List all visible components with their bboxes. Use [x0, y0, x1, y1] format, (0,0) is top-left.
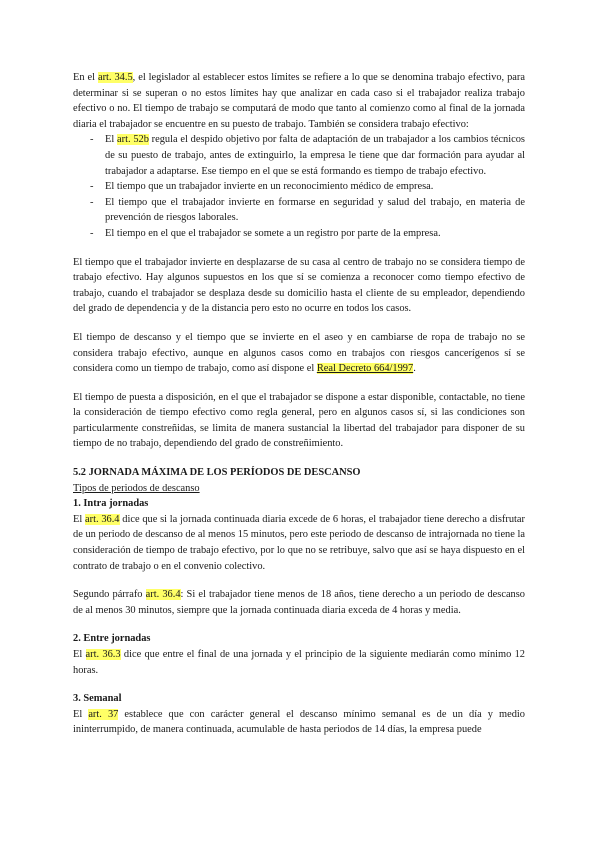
entre-jornadas-heading: 2. Entre jornadas	[73, 633, 151, 645]
paragraph-entre-jornadas	[73, 647, 525, 678]
list-item	[93, 132, 525, 179]
article-reference[interactable]: art. 36.3	[85, 649, 121, 660]
text-run: regula el despido objetivo por falta de adaptación de un trabajador a los cambios técnicos de su puesto de trabajo, antes de extinguirlo, la empresa le tiene que dar formación para ayudar al trabajador a adaptarse. Ese tiempo en el que se está formando es tiempo de trabajo efectivo.	[105, 134, 525, 177]
semanal-heading: 3. Semanal	[73, 693, 122, 705]
text-run: El	[73, 708, 89, 720]
text-run: El	[105, 134, 117, 146]
list-item: - El tiempo en el que el trabajador se somete a un registro por parte de la empresa.	[93, 226, 525, 242]
text-run: El	[73, 649, 86, 660]
paragraph-intra-jornadas	[73, 512, 525, 574]
text-run: .	[413, 363, 416, 375]
paragraph-trabajo-efectivo	[73, 70, 525, 132]
intra-jornadas-heading: 1. Intra jornadas	[73, 498, 149, 510]
section-subheading: Tipos de periodos de descanso	[73, 482, 200, 494]
list-item: - El tiempo que el trabajador invierte en formarse en seguridad y salud del trabajo, en materia de prevención de riesgos laborales.	[93, 195, 525, 226]
article-reference[interactable]: art. 34.5	[97, 72, 133, 83]
list-item: - El tiempo que un trabajador invierte en un reconocimiento médico de empresa.	[93, 179, 525, 195]
trabajo-efectivo-list	[73, 132, 525, 241]
document-body	[73, 70, 525, 738]
article-reference[interactable]: art. 52b	[117, 134, 149, 146]
text-run: El tiempo de descanso y el tiempo que se invierte en el aseo y en cambiarse de ropa de trabajo no se considera trabajo efectivo, aunque en algunos casos como en trabajos con riesgos cancerígenos sí se considera como un tiempo de trabajo, como así dispone el	[73, 331, 525, 375]
text-run: El	[73, 513, 85, 525]
text-run: : Si el trabajador tiene menos de 18 años, tiene derecho a un periodo de descanso de al menos 30 minutos, siempre que la jornada continuada diaria exceda de 4 horas y media.	[73, 589, 525, 616]
paragraph-menores	[73, 587, 525, 618]
text-run: dice que entre el final de una jornada y el principio de la siguiente mediarán como mínimo 12 horas.	[73, 649, 525, 676]
text-run: En el	[73, 72, 98, 83]
article-reference[interactable]: art. 37	[88, 708, 119, 720]
text-run: , el legislador al establecer estos límites se refiere a lo que se denomina trabajo efectivo, para determinar si se superan o no estos límites hay que analizar en cada caso si el trabajador realiza trabajo efectivo o no. El tiempo de trabajo se computará de modo que tanto al comienzo como al final de la jornada diaria el trabajador se encuentre en su puesto de trabajo. También se considera trabajo efectivo:	[73, 72, 525, 130]
text-run: Segundo párrafo	[73, 589, 146, 601]
paragraph-descanso-aseo	[73, 330, 525, 377]
paragraph-puesta-disposicion: El tiempo de puesta a disposición, en el que el trabajador se dispone a estar disponible, contactable, no tiene la consideración de tiempo efectivo como regla general, pero en algunos casos sí, si las condiciones son particularmente constreñidas, se limita de manera sustancial la libertad del trabajador para disponer de su tiempo de no trabajo, dependiendo del grado de constreñimiento.	[73, 391, 525, 450]
text-run: establece que con carácter general el descanso mínimo semanal es de un día y medio ininterrumpido, de manera continuada, acumulable de hasta periodos de 14 días, la empresa puede	[73, 708, 526, 736]
article-reference[interactable]: art. 36.4	[145, 589, 181, 601]
section-heading: 5.2 JORNADA MÁXIMA DE LOS PERÍODOS DE DESCANSO	[73, 467, 361, 479]
paragraph-desplazamiento: El tiempo que el trabajador invierte en desplazarse de su casa al centro de trabajo no se considera tiempo de trabajo efectivo. Hay algunos supuestos en los que sí se comienza a reconocer como tiempo efectivo de trabajo, cuando el trabajador se desplaza desde su domicilio hasta el cliente de su empleador, dependiendo del grado de dependencia y de la distancia pero esto no ocurre en todos los casos.	[73, 256, 525, 315]
paragraph-semanal	[73, 707, 525, 738]
real-decreto-link[interactable]: Real Decreto 664/1997	[316, 363, 414, 375]
article-reference[interactable]: art. 36.4	[85, 513, 120, 525]
text-run: dice que si la jornada continuada diaria excede de 6 horas, el trabajador tiene derecho a disfrutar de un periodo de descanso de al menos 15 minutos, pero este periodo de descanso de intrajornada no tiene la consideración de tiempo de trabajo efectivo, por lo que no se retribuye, salvo que así se haya dispuesto en el contrato de trabajo o en el convenio colectivo.	[73, 513, 525, 572]
